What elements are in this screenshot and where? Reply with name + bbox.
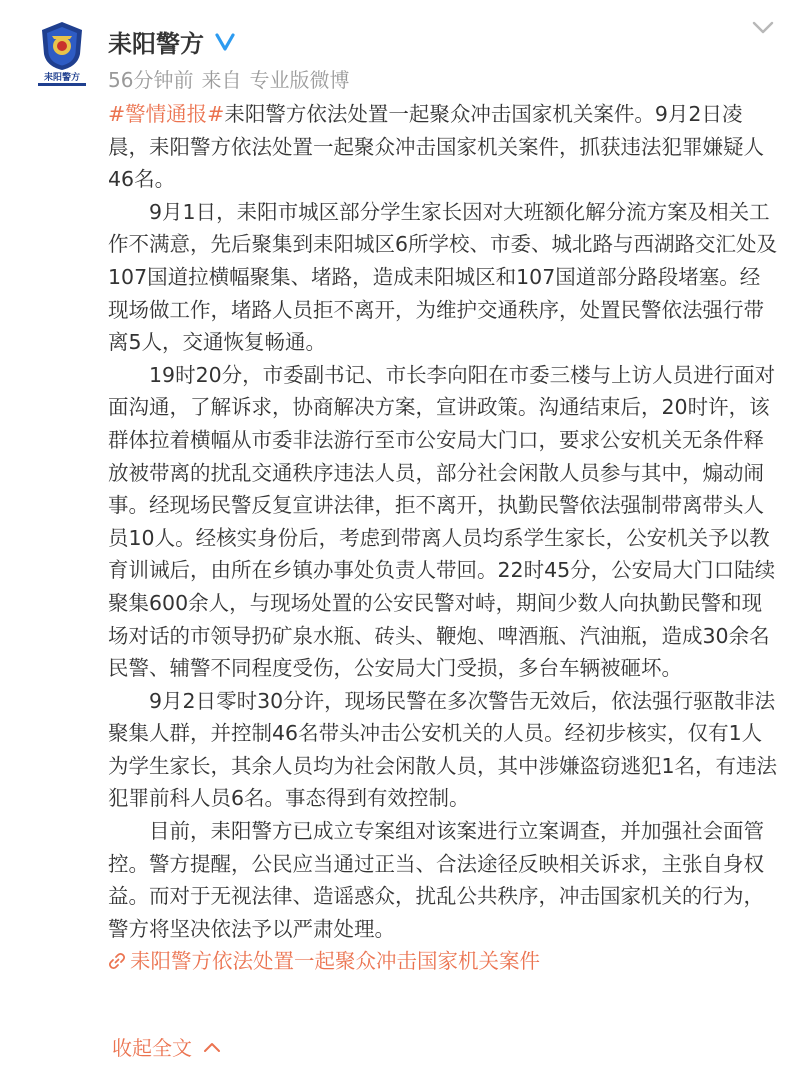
paragraph-4	[108, 815, 780, 978]
post-source[interactable]: 专业版微博	[249, 68, 350, 92]
post-time[interactable]: 56分钟前	[108, 68, 194, 92]
paragraph-2: 19时20分，市委副书记、市长李向阳在市委三楼与上访人员进行面对面沟通，了解诉求，协商解决方案，宣讲政策。沟通结束后，20时许，该群体拉着横幅从市委非法游行至市公安局大门口，要求公安机关无条件释放被带离的扰乱交通秩序违法人员，部分社会闲散人员参与其中，煽动闹事。经现场民警反复宣讲法律，拒不离开，执勤民警依法强制带离带头人员10人。经核实身份后，考虑到带离人员均系学生家长，公安机关予以教育训诫后，由所在乡镇办事处负责人带回。22时45分，公安局大门口陆续聚集600余人，与现场处置的公安民警对峙，期间少数人向执勤民警和现场对话的市领导扔矿泉水瓶、砖头、鞭炮、啤酒瓶、汽油瓶，造成30余名民警、辅警不同程度受伤，公安局大门受损，多台车辆被砸坏。	[108, 362, 776, 681]
post-header	[0, 0, 798, 100]
topic-tag[interactable]: #警情通报#	[108, 102, 225, 126]
post-content	[108, 98, 780, 978]
collapse-button[interactable]	[112, 1032, 222, 1061]
intro-text: 耒阳警方依法处置一起聚众冲击国家机关案件。9月2日凌晨，耒阳警方依法处置一起聚众冲击国家机关案件，抓获违法犯罪嫌疑人46名。	[108, 102, 764, 192]
avatar-label: 耒阳警方	[43, 73, 81, 83]
account-name-row	[108, 24, 236, 59]
post-intro	[108, 98, 780, 196]
paragraph-4-text: 目前，耒阳警方已成立专案组对该案进行立案调查，并加强社会面管控。警方提醒，公民应当通过正当、合法途径反映相关诉求，主张自身权益。而对于无视法律、造谣惑众，扰乱公共秩序，冲击国家机关的行为，警方将坚决依法予以严肃处理。	[108, 819, 764, 941]
avatar[interactable]	[30, 18, 94, 88]
link-icon	[108, 952, 126, 970]
post-meta	[108, 64, 357, 93]
source-prefix: 来自	[201, 68, 242, 92]
verified-badge-icon	[214, 31, 236, 53]
article-link-text[interactable]: 耒阳警方依法处置一起聚众冲击国家机关案件	[130, 949, 540, 974]
paragraph-1: 9月1日，耒阳市城区部分学生家长因对大班额化解分流方案及相关工作不满意，先后聚集到耒阳城区6所学校、市委、城北路与西湖路交汇处及107国道拉横幅聚集、堵路，造成耒阳城区和107国道部分路段堵塞。经现场做工作，堵路人员拒不离开，为维护交通秩序，处置民警依法强行带离5人，交通恢复畅通。	[108, 199, 778, 355]
paragraph-3: 9月2日零时30分许，现场民警在多次警告无效后，依法强行驱散非法聚集人群，并控制46名带头冲击公安机关的人员。经初步核实，仅有1人为学生家长，其余人员均为社会闲散人员，其中涉嫌盗窃逃犯1名，有违法犯罪前科人员6名。事态得到有效控制。	[108, 688, 778, 811]
chevron-down-icon[interactable]	[750, 18, 776, 38]
collapse-label[interactable]: 收起全文	[112, 1036, 192, 1060]
chevron-up-icon	[202, 1040, 222, 1054]
account-name[interactable]: 耒阳警方	[108, 30, 204, 58]
police-badge-icon	[30, 18, 94, 88]
article-link[interactable]	[108, 949, 540, 973]
